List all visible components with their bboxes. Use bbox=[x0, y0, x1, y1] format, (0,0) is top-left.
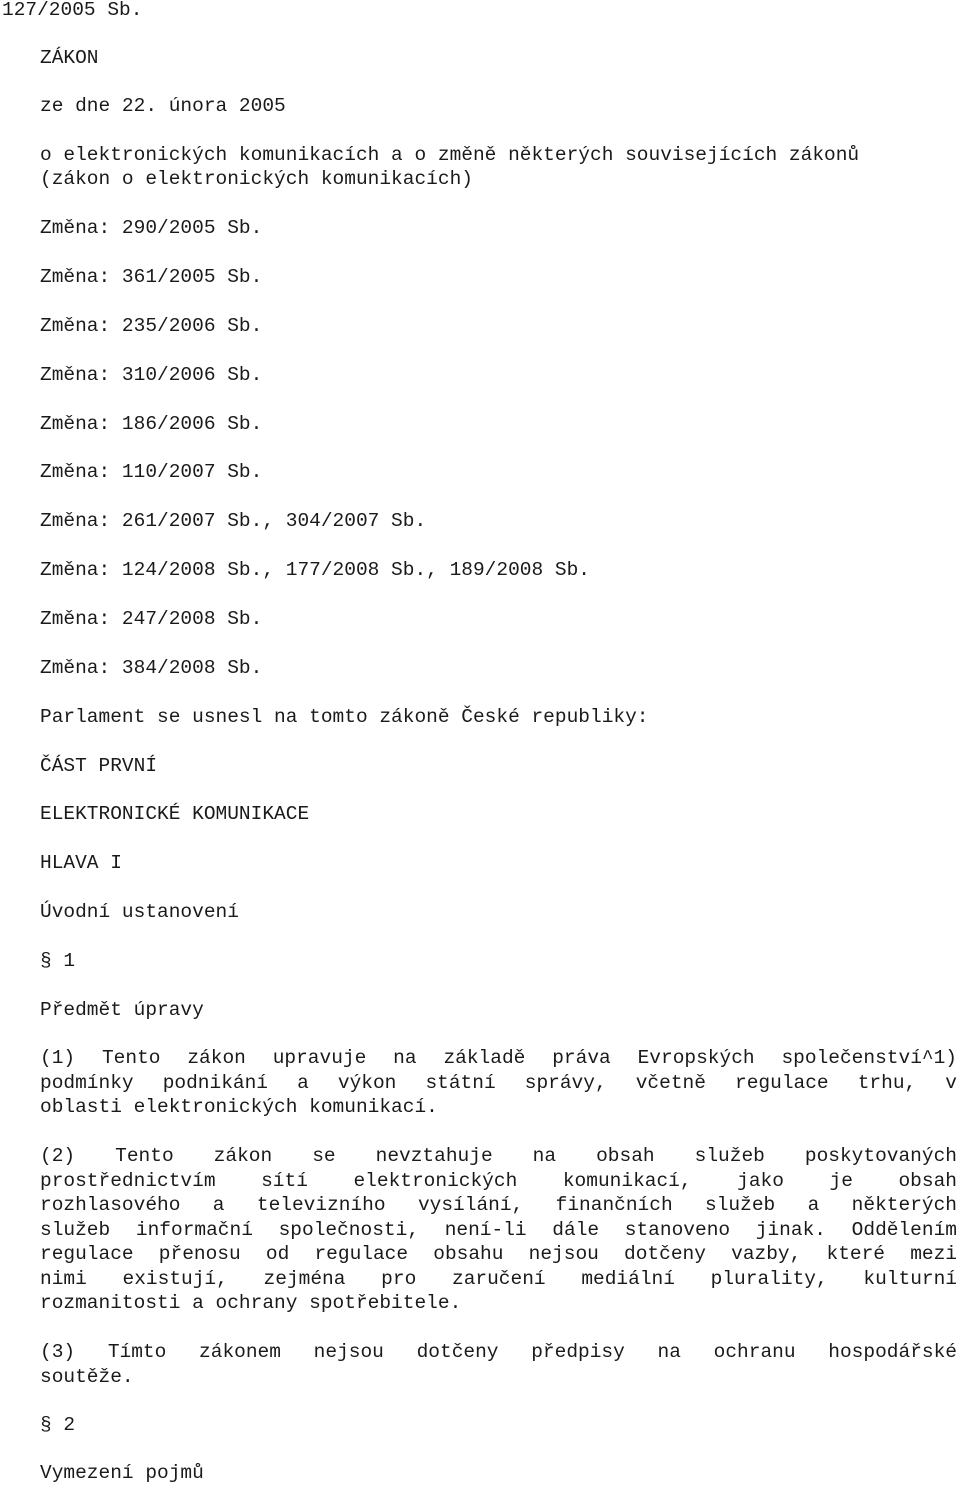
amendment-line: Změna: 186/2006 Sb. bbox=[40, 413, 263, 435]
amendment-line: Změna: 310/2006 Sb. bbox=[40, 364, 263, 386]
law-date: ze dne 22. února 2005 bbox=[40, 95, 286, 117]
paragraph-line: soutěže. bbox=[40, 1365, 134, 1388]
amendment-line: Změna: 384/2008 Sb. bbox=[40, 657, 263, 679]
section-2-number: § 2 bbox=[40, 1414, 76, 1436]
amendment-line: Změna: 124/2008 Sb., 177/2008 Sb., 189/2008 Sb. bbox=[40, 559, 590, 581]
section-1-number: § 1 bbox=[40, 950, 76, 972]
paragraph-line: nimi existují, zejména pro zaručení mediální plurality, kulturní bbox=[40, 1267, 957, 1290]
section-2-title: Vymezení pojmů bbox=[40, 1462, 204, 1484]
amendment-line: Změna: 261/2007 Sb., 304/2007 Sb. bbox=[40, 510, 427, 532]
section-1-paragraph-3 bbox=[40, 1340, 957, 1389]
amendment-line: Změna: 290/2005 Sb. bbox=[40, 217, 263, 239]
preamble: Parlament se usnesl na tomto zákoně České republiky: bbox=[40, 706, 649, 728]
paragraph-line: rozmanitosti a ochrany spotřebitele. bbox=[40, 1292, 462, 1314]
paragraph-line: služeb informační společnosti, není-li dále stanoveno jinak. Oddělením bbox=[40, 1218, 957, 1241]
chapter-heading: HLAVA I bbox=[40, 852, 122, 874]
paragraph-line: podmínky podnikání a výkon státní správy, včetně regulace trhu, v bbox=[40, 1071, 957, 1094]
section-1-paragraph-1 bbox=[40, 1046, 957, 1120]
law-type-heading: ZÁKON bbox=[40, 47, 99, 69]
amendment-line: Změna: 110/2007 Sb. bbox=[40, 461, 263, 483]
paragraph-line: (3) Tímto zákonem nejsou dotčeny předpisy na ochranu hospodářské bbox=[40, 1341, 957, 1363]
paragraph-line: prostřednictvím sítí elektronických komunikací, jako je obsah bbox=[40, 1169, 957, 1192]
section-1-paragraph-2 bbox=[40, 1144, 957, 1316]
part-heading: ČÁST PRVNÍ bbox=[40, 755, 158, 777]
paragraph-line: (2) Tento zákon se nevztahuje na obsah služeb poskytovaných bbox=[40, 1145, 957, 1167]
amendment-line: Změna: 247/2008 Sb. bbox=[40, 608, 263, 630]
paragraph-line: (1) Tento zákon upravuje na základě práva Evropských společenství^1) bbox=[40, 1047, 957, 1069]
amendment-line: Změna: 361/2005 Sb. bbox=[40, 266, 263, 288]
paragraph-line: rozhlasového a televizního vysílání, finančních služeb a některých bbox=[40, 1194, 957, 1216]
section-1-title: Předmět úpravy bbox=[40, 999, 204, 1021]
paragraph-line: regulace přenosu od regulace obsahu nejsou dotčeny vazby, které mezi bbox=[40, 1243, 957, 1265]
paragraph-line: oblasti elektronických komunikací. bbox=[40, 1096, 438, 1118]
document-header: 127/2005 Sb. bbox=[2, 0, 143, 21]
law-title-line-1: o elektronických komunikacích a o změně některých souvisejících zákonů bbox=[40, 144, 860, 166]
amendment-line: Změna: 235/2006 Sb. bbox=[40, 315, 263, 337]
chapter-title: Úvodní ustanovení bbox=[40, 901, 239, 923]
law-title-line-2: (zákon o elektronických komunikacích) bbox=[40, 168, 473, 190]
part-title: ELEKTRONICKÉ KOMUNIKACE bbox=[40, 803, 310, 825]
